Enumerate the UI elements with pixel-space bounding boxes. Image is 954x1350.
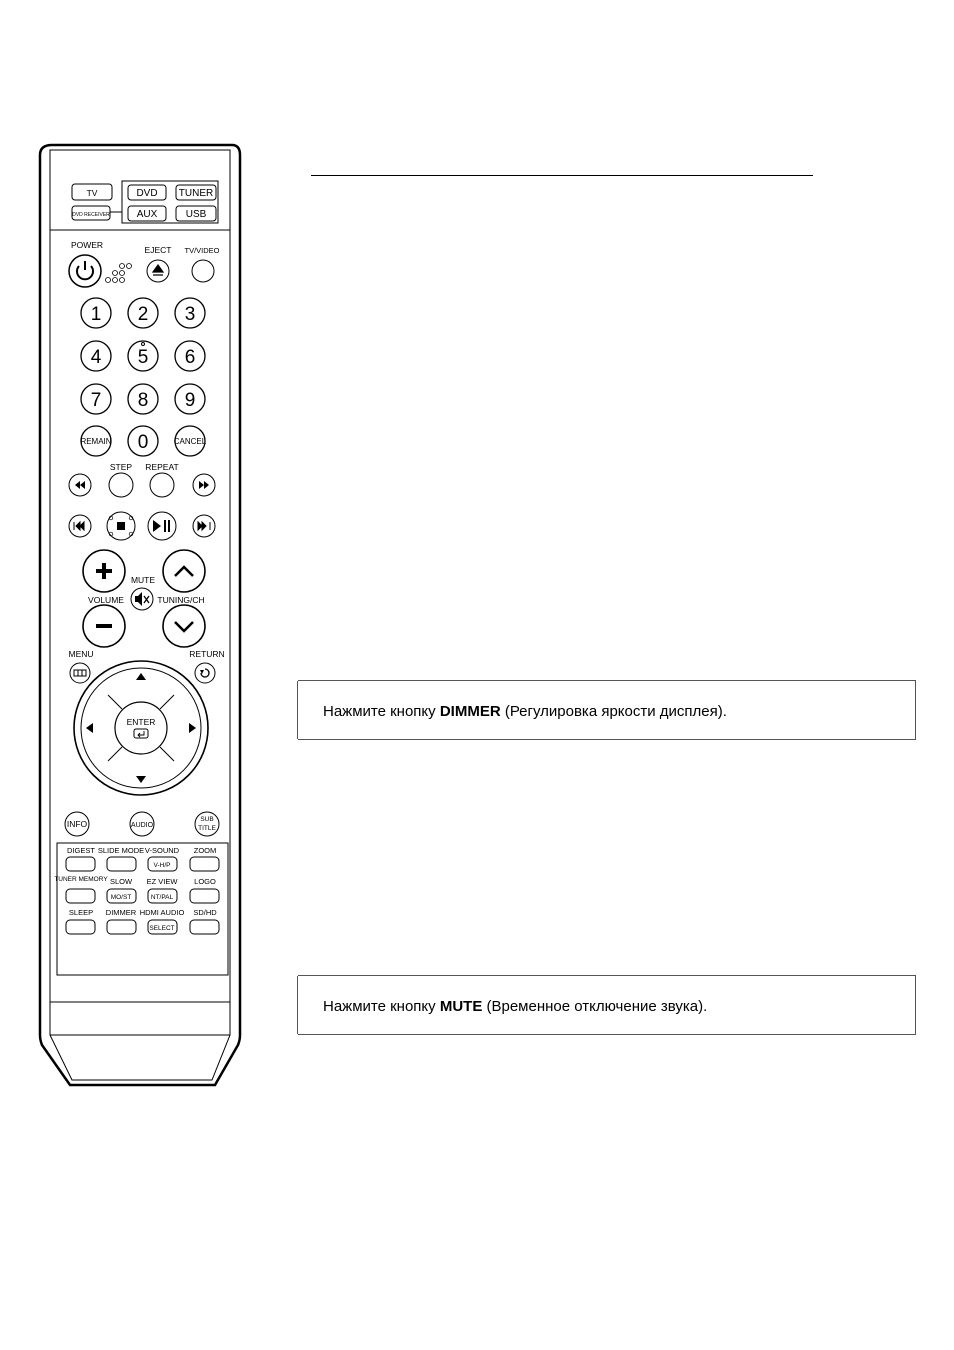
volume-down-button[interactable] xyxy=(83,605,125,647)
dimmer-instruction-box xyxy=(298,680,916,740)
previous-button[interactable] xyxy=(69,515,91,537)
power-label: POWER xyxy=(70,240,104,250)
tuner-memory-label: TUNER MEMORY xyxy=(54,876,108,883)
digit-button-5[interactable] xyxy=(128,341,158,371)
info-label: INFO xyxy=(66,819,88,829)
subtitle-label: SUB xyxy=(200,816,214,823)
sleep-label: SLEEP xyxy=(68,908,94,917)
step-label: STEP xyxy=(109,462,133,472)
tuner-memory-button[interactable] xyxy=(66,889,95,903)
logo-label: LOGO xyxy=(194,877,216,886)
source-label: TUNER xyxy=(178,188,214,199)
eject-label: EJECT xyxy=(144,245,172,255)
menu-label: MENU xyxy=(68,649,94,659)
indicator-dots xyxy=(106,264,132,283)
instruction-key: DIMMER xyxy=(439,703,501,720)
digit-label: 3 xyxy=(184,304,196,325)
digit-label: 8 xyxy=(137,390,149,411)
digit-button-6[interactable] xyxy=(175,341,205,371)
dimmer-label: DIMMER xyxy=(105,908,137,917)
digit-button-0[interactable] xyxy=(128,426,158,456)
divider-line xyxy=(311,175,813,176)
audio-button[interactable] xyxy=(130,812,154,836)
sd-hd-label: SD/HD xyxy=(193,908,217,917)
hdmi-audio-label: HDMI AUDIO xyxy=(139,908,185,917)
channel-down-button[interactable] xyxy=(163,605,205,647)
instruction-prefix: Нажмите кнопку xyxy=(323,703,440,720)
tv-video-button[interactable] xyxy=(192,260,214,282)
repeat-button[interactable] xyxy=(150,473,174,497)
volume-up-button[interactable] xyxy=(83,550,125,592)
source-label: TV xyxy=(86,188,98,198)
ez-view-label: EZ VIEW xyxy=(146,877,178,886)
return-button[interactable] xyxy=(195,663,215,683)
mo-st-label: MO/ST xyxy=(110,894,132,901)
enter-label: ENTER xyxy=(126,717,156,727)
v-hp-label: V-H/P xyxy=(153,862,171,869)
stop-icon xyxy=(117,522,125,530)
digit-button-1[interactable] xyxy=(81,298,111,328)
volume-label: VOLUME xyxy=(88,595,124,605)
source-button-dvd[interactable] xyxy=(128,185,166,200)
slide-mode-label: SLIDE MODE xyxy=(97,846,145,855)
source-label: USB xyxy=(185,209,207,220)
function-grid xyxy=(54,846,219,934)
ez-view-button[interactable] xyxy=(148,889,177,903)
digest-label: DIGEST xyxy=(67,846,95,855)
dimmer-instruction-text xyxy=(323,703,727,720)
source-label: DVD xyxy=(136,188,158,199)
instruction-suffix: (Регулировка яркости дисплея). xyxy=(500,703,727,720)
mute-label: MUTE xyxy=(130,575,156,585)
v-sound-label: V-SOUND xyxy=(144,846,180,855)
digit-label: 5 xyxy=(137,347,149,368)
digit-label: 9 xyxy=(184,390,196,411)
tuning-label: TUNING/CH xyxy=(157,595,205,605)
digit-label: 6 xyxy=(184,347,196,368)
source-button-dvd-receiver[interactable] xyxy=(72,206,110,220)
rewind-button[interactable] xyxy=(69,474,91,496)
digit-button-7[interactable] xyxy=(81,384,111,414)
digit-label: 4 xyxy=(90,347,102,368)
source-button-usb[interactable] xyxy=(176,206,216,221)
digit-button-2[interactable] xyxy=(128,298,158,328)
sleep-button[interactable] xyxy=(66,920,95,934)
info-button[interactable] xyxy=(65,812,89,836)
enter-button[interactable] xyxy=(115,702,167,754)
source-label: AUX xyxy=(136,209,158,220)
remain-button[interactable] xyxy=(80,426,111,456)
return-label: RETURN xyxy=(189,649,225,659)
digit-label: 2 xyxy=(137,304,149,325)
digit-button-4[interactable] xyxy=(81,341,111,371)
digit-button-3[interactable] xyxy=(175,298,205,328)
zoom-label: ZOOM xyxy=(193,846,217,855)
channel-up-button[interactable] xyxy=(163,550,205,592)
digit-button-8[interactable] xyxy=(128,384,158,414)
mute-instruction-box xyxy=(298,975,916,1035)
fast-forward-button[interactable] xyxy=(193,474,215,496)
digest-button[interactable] xyxy=(66,857,95,871)
audio-label: AUDIO xyxy=(130,822,154,829)
menu-button[interactable] xyxy=(70,663,90,683)
source-button-aux[interactable] xyxy=(128,206,166,221)
slow-button[interactable] xyxy=(107,889,136,903)
next-button[interactable] xyxy=(193,515,215,537)
digit-label: 7 xyxy=(90,390,102,411)
step-button[interactable] xyxy=(109,473,133,497)
remain-label: REMAIN xyxy=(80,437,112,446)
digit-label: 0 xyxy=(137,432,149,453)
repeat-label: REPEAT xyxy=(145,462,179,472)
select-label: SELECT xyxy=(149,925,175,932)
cancel-label: CANCEL xyxy=(173,437,207,446)
instruction-key: MUTE xyxy=(439,998,483,1015)
slide-mode-button[interactable] xyxy=(107,857,136,871)
nt-pal-label: NT/PAL xyxy=(150,894,174,901)
sd-hd-button[interactable] xyxy=(190,920,219,934)
slow-label: SLOW xyxy=(109,877,133,886)
v-sound-button[interactable] xyxy=(148,857,177,871)
mute-instruction-text xyxy=(323,998,707,1015)
mute-button[interactable] xyxy=(131,588,153,610)
hdmi-audio-button[interactable] xyxy=(148,920,177,934)
source-button-tuner[interactable] xyxy=(176,185,216,200)
power-button[interactable] xyxy=(69,255,101,287)
play-pause-button[interactable] xyxy=(148,512,176,540)
dimmer-button[interactable] xyxy=(107,920,136,934)
cancel-button[interactable] xyxy=(174,426,207,456)
instruction-prefix: Нажмите кнопку xyxy=(323,998,440,1015)
subtitle-button[interactable] xyxy=(195,812,219,836)
source-label: DVD RECEIVER xyxy=(72,212,110,218)
tv-video-label: TV/VIDEO xyxy=(184,246,220,255)
logo-button[interactable] xyxy=(190,889,219,903)
eject-button[interactable] xyxy=(147,260,169,282)
digit-label: 1 xyxy=(90,304,102,325)
zoom-button[interactable] xyxy=(190,857,219,871)
subtitle-label: TITLE xyxy=(198,825,216,832)
source-button-tv[interactable] xyxy=(72,184,112,200)
instruction-suffix: (Временное отключение звука). xyxy=(482,998,708,1015)
stop-button[interactable] xyxy=(107,512,135,540)
digit-button-9[interactable] xyxy=(175,384,205,414)
